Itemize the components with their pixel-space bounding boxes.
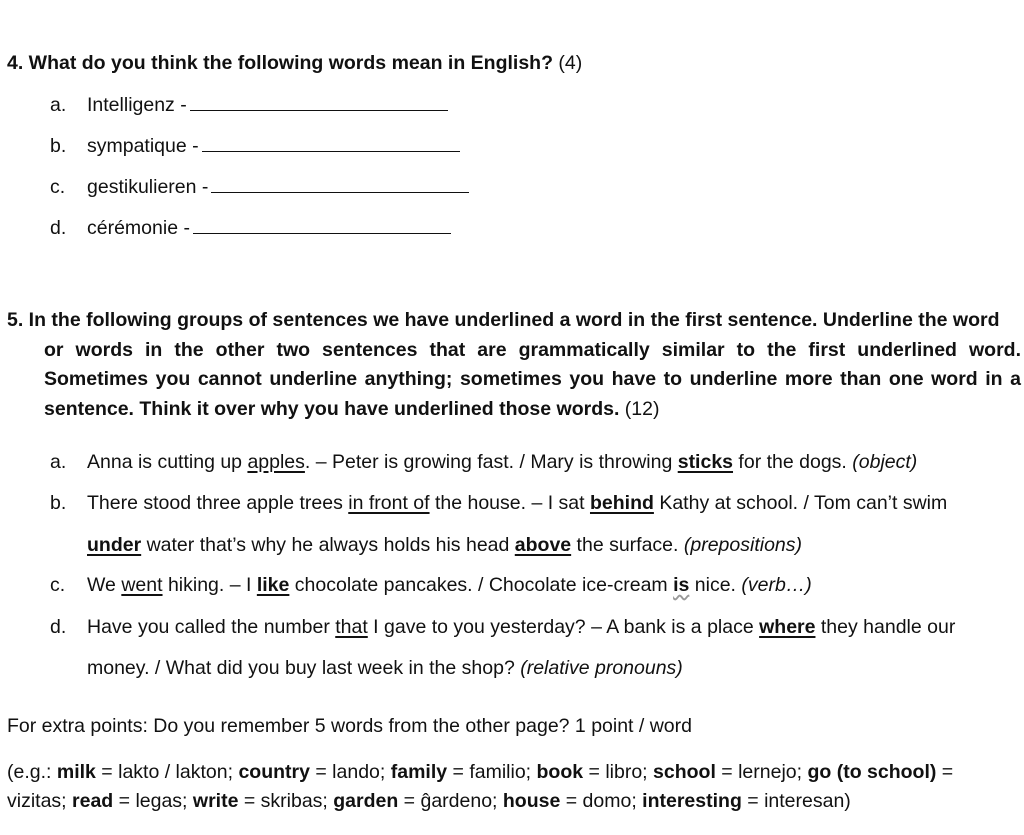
- question-5-title: [7, 306, 1021, 424]
- text: money. / What did you buy last week in the shop?: [87, 657, 521, 679]
- underlined-word: in front of: [348, 492, 430, 514]
- text: Have you called the number: [87, 616, 336, 638]
- text: I gave to you yesterday? – A bank is a place: [367, 616, 760, 638]
- question-4-text: 4. What do you think the following words mean in English?: [7, 52, 553, 74]
- text: . – Peter is growing fast. / Mary is throwing: [304, 451, 678, 473]
- question-5-text-rest: [7, 336, 1021, 425]
- extra-points-prompt: For extra points: Do you remember 5 words from the other page? 1 point / word: [7, 715, 692, 737]
- english-word: interesting: [642, 790, 742, 812]
- text: We: [87, 574, 122, 596]
- item-label: a.: [50, 451, 67, 473]
- answer-blank[interactable]: [211, 191, 469, 193]
- item-label: a.: [50, 94, 67, 116]
- item-word: cérémonie -: [87, 217, 190, 239]
- text: Kathy at school. / Tom can’t swim: [653, 492, 948, 514]
- item-word: Intelligenz -: [87, 94, 187, 116]
- item-label: c.: [50, 176, 66, 198]
- question-5-text-line1: 5. In the following groups of sentences we have underlined a word in the first sentence. Underline the word: [7, 309, 1000, 331]
- esperanto-word: = interesan): [741, 790, 851, 812]
- item-label: b.: [50, 135, 67, 157]
- item-label: b.: [50, 492, 67, 514]
- extra-examples-line2: [7, 790, 851, 813]
- answer-word: behind: [589, 492, 654, 514]
- english-word: go (to school): [807, 761, 937, 783]
- hint: (verb…): [741, 574, 812, 596]
- text: chocolate pancakes. / Chocolate ice-cream: [289, 574, 674, 596]
- text: the house. – I sat: [429, 492, 590, 514]
- english-word: school: [653, 761, 716, 783]
- question-4-points: (4): [558, 52, 583, 74]
- answer-word: sticks: [677, 451, 734, 473]
- text: for the dogs.: [733, 451, 853, 473]
- english-word: country: [238, 761, 310, 783]
- text: Anna is cutting up: [87, 451, 248, 473]
- esperanto-word: =: [936, 761, 954, 783]
- esperanto-word: = skribas;: [238, 790, 334, 812]
- q4-item-a: [50, 94, 448, 117]
- q5-item-b: [50, 492, 947, 515]
- answer-word: above: [514, 534, 572, 556]
- text: There stood three apple trees: [87, 492, 349, 514]
- hint: (object): [852, 451, 918, 473]
- text: nice.: [689, 574, 742, 596]
- underlined-word: that: [335, 616, 368, 638]
- esperanto-word: = legas;: [113, 790, 193, 812]
- esperanto-word: = familio;: [447, 761, 537, 783]
- english-word: write: [192, 790, 239, 812]
- q4-item-c: [50, 176, 469, 199]
- item-word: sympatique -: [87, 135, 199, 157]
- hint: (prepositions): [683, 534, 803, 556]
- q5-item-b-cont: [87, 534, 802, 557]
- esperanto-word: = lando;: [309, 761, 391, 783]
- esperanto-word: = ĝardeno;: [398, 790, 503, 812]
- answer-word: is: [673, 574, 690, 596]
- text: the surface.: [571, 534, 684, 556]
- english-word: family: [390, 761, 448, 783]
- text: hiking. – I: [162, 574, 257, 596]
- question-4-title: [7, 52, 582, 75]
- q4-item-d: [50, 217, 451, 240]
- answer-blank[interactable]: [193, 232, 451, 234]
- answer-word: like: [256, 574, 290, 596]
- extra-examples-line1: [7, 761, 953, 784]
- item-label: d.: [50, 217, 67, 239]
- underlined-word: apples: [247, 451, 305, 473]
- english-word: read: [72, 790, 114, 812]
- english-word: garden: [333, 790, 399, 812]
- answer-blank[interactable]: [190, 109, 448, 111]
- text: water that’s why he always holds his head: [141, 534, 515, 556]
- text: they handle our: [815, 616, 956, 638]
- english-word: milk: [56, 761, 96, 783]
- q4-item-b: [50, 135, 460, 158]
- q5-item-d: [50, 616, 955, 639]
- text: (e.g.:: [7, 761, 57, 783]
- underlined-word: went: [121, 574, 163, 596]
- question-5-points: (12): [624, 397, 660, 420]
- esperanto-word: = domo;: [560, 790, 643, 812]
- english-word: book: [536, 761, 584, 783]
- esperanto-word: = libro;: [583, 761, 654, 783]
- english-word: house: [502, 790, 561, 812]
- q5-item-c: [50, 574, 812, 597]
- answer-word: where: [759, 616, 816, 638]
- esperanto-word: = lernejo;: [715, 761, 808, 783]
- esperanto-word: vizitas;: [7, 790, 73, 812]
- answer-word: under: [87, 534, 142, 556]
- q5-item-d-cont: [87, 657, 683, 680]
- item-label: d.: [50, 616, 67, 638]
- item-label: c.: [50, 574, 66, 596]
- item-word: gestikulieren -: [87, 176, 209, 198]
- answer-blank[interactable]: [202, 150, 460, 152]
- hint: (relative pronouns): [520, 657, 683, 679]
- esperanto-word: = lakto / lakton;: [95, 761, 239, 783]
- q5-item-a: [50, 451, 917, 474]
- question-5-text: or words in the other two sentences that are grammatically similar to the first underlined word. Sometimes you cannot underline anything; sometimes you have to underline more than one word in a sentence. Think it over why you have underlined those words.: [44, 338, 1021, 420]
